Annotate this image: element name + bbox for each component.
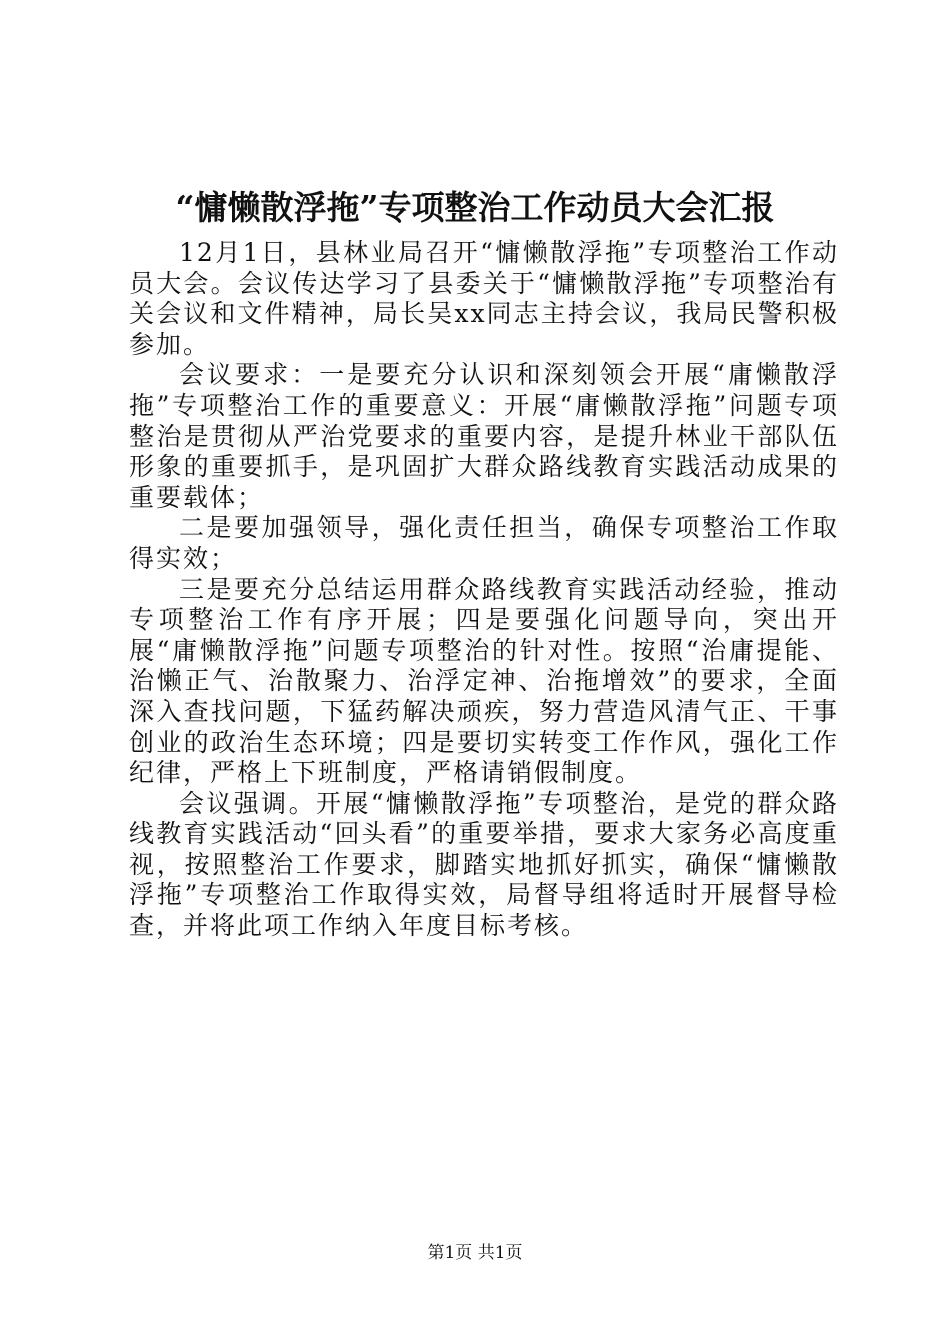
paragraph-2: 会议要求：一是要充分认识和深刻领会开展“庸懒散浮拖”专项整治工作的重要意义：开展“庸懒散浮拖”问题专项整治是贯彻从严治党要求的重要内容，是提升林业干部队伍形象的重要抓手，是巩固扩大群众路线教育实践活动成果的重要载体； bbox=[129, 360, 839, 512]
document-body bbox=[129, 238, 839, 942]
document-title: “慵懒散浮拖”专项整治工作动员大会汇报 bbox=[175, 188, 775, 227]
paragraph-5: 会议强调。开展“慵懒散浮拖”专项整治，是党的群众路线教育实践活动“回头看”的重要举措，要求大家务必高度重视，按照整治工作要求，脚踏实地抓好抓实，确保“慵懒散浮拖”专项整治工作取得实效，局督导组将适时开展督导检查，并将此项工作纳入年度目标考核。 bbox=[129, 788, 839, 941]
page-number-footer: 第1页 共1页 bbox=[427, 1243, 523, 1263]
paragraph-4: 三是要充分总结运用群众路线教育实践活动经验，推动专项整治工作有序开展；四是要强化问题导向，突出开展“庸懒散浮拖”问题专项整治的针对性。按照“治庸提能、治懒正气、治散聚力、治浮定神、治拖增效”的要求，全面深入查找问题，下猛药解决顽疾，努力营造风清气正、干事创业的政治生态环境；四是要切实转变工作作风，强化工作纪律，严格上下班制度，严格请销假制度。 bbox=[129, 574, 839, 788]
paragraph-3: 二是要加强领导，强化责任担当，确保专项整治工作取得实效； bbox=[129, 513, 839, 573]
paragraph-1: 12月1日，县林业局召开“慵懒散浮拖”专项整治工作动员大会。会议传达学习了县委关于“慵懒散浮拖”专项整治有关会议和文件精神，局长吴xx同志主持会议，我局民警积极参加。 bbox=[129, 238, 839, 359]
